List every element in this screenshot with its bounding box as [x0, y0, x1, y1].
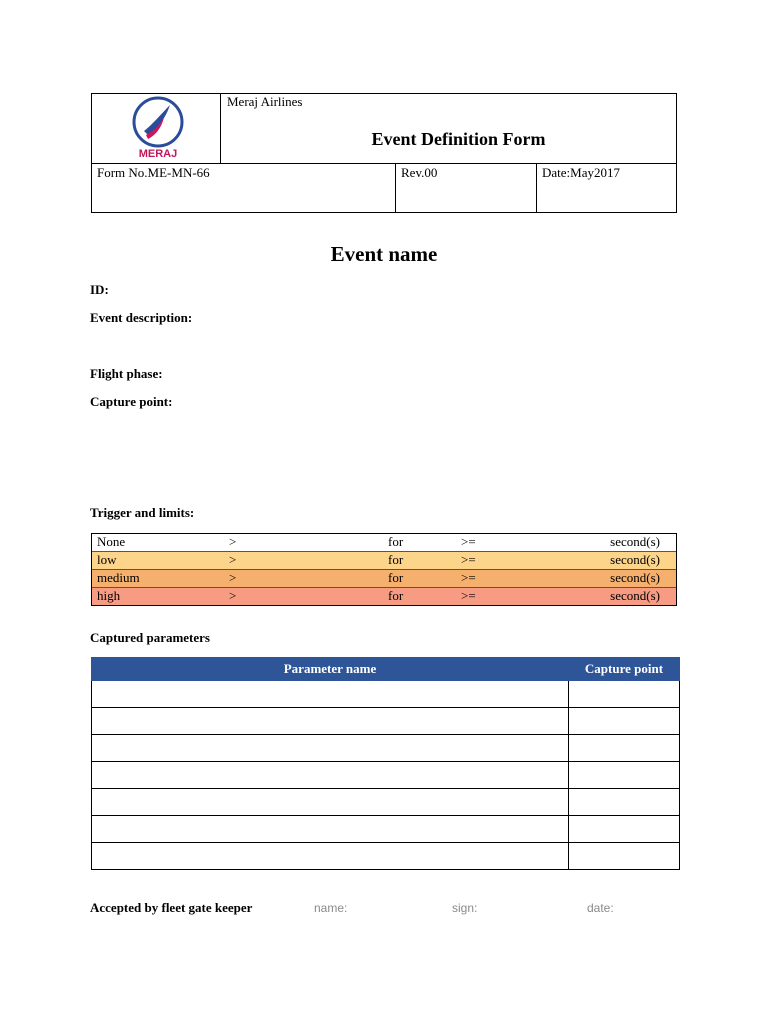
capture-point-cell[interactable]	[569, 762, 680, 789]
form-no-cell	[92, 164, 396, 212]
airline-name: Meraj Airlines	[227, 94, 303, 109]
trigger-row	[92, 570, 676, 588]
captured-parameters-label: Captured parameters	[90, 630, 210, 645]
parameter-name-cell[interactable]	[92, 762, 569, 789]
trigger-level: low	[97, 552, 117, 567]
trigger-unit: second(s)	[610, 552, 660, 567]
form-title: Event Definition Form	[371, 129, 546, 149]
logo-text: MERAJ	[138, 148, 178, 160]
date-field[interactable]: date:	[587, 901, 614, 915]
meraj-logo	[130, 95, 186, 161]
trigger-row	[92, 534, 676, 552]
trigger-row	[92, 552, 676, 570]
trigger-level: medium	[97, 570, 140, 585]
trigger-level: None	[97, 534, 126, 549]
table-row	[92, 789, 680, 816]
capture-point-cell[interactable]	[569, 708, 680, 735]
title-cell	[221, 94, 676, 163]
parameter-name-cell[interactable]	[92, 681, 569, 708]
rev-cell	[396, 164, 537, 212]
name-field[interactable]: name:	[314, 901, 348, 915]
trigger-row	[92, 588, 676, 605]
trigger-for: for	[388, 534, 404, 549]
table-row	[92, 681, 680, 708]
table-row	[92, 708, 680, 735]
trigger-ge: >=	[461, 570, 476, 585]
trigger-unit: second(s)	[610, 534, 660, 549]
trigger-for: for	[388, 552, 404, 567]
revision: Rev.00	[401, 165, 438, 180]
form-meta-row	[92, 163, 676, 212]
trigger-table	[91, 533, 677, 606]
capture-point-cell[interactable]	[569, 789, 680, 816]
table-row	[92, 762, 680, 789]
captured-parameters-table	[91, 657, 680, 870]
acceptance-label: Accepted by fleet gate keeper	[90, 900, 253, 915]
sign-field[interactable]: sign:	[452, 901, 478, 915]
capture-point-cell[interactable]	[569, 681, 680, 708]
trigger-gt: >	[229, 534, 237, 549]
trigger-gt: >	[229, 570, 237, 585]
parameter-name-cell[interactable]	[92, 816, 569, 843]
table-row	[92, 735, 680, 762]
form-date: Date:May2017	[542, 165, 620, 180]
trigger-level: high	[97, 588, 121, 603]
trigger-ge: >=	[461, 588, 476, 603]
trigger-for: for	[388, 570, 404, 585]
capture-point-label: Capture point:	[90, 394, 173, 409]
parameter-name-header: Parameter name	[92, 658, 569, 681]
trigger-unit: second(s)	[610, 570, 660, 585]
table-row	[92, 816, 680, 843]
trigger-limits-label: Trigger and limits:	[90, 505, 195, 520]
table-row	[92, 843, 680, 870]
trigger-for: for	[388, 588, 404, 603]
capture-point-cell[interactable]	[569, 843, 680, 870]
trigger-unit: second(s)	[610, 588, 660, 603]
trigger-ge: >=	[461, 534, 476, 549]
flight-phase-label: Flight phase:	[90, 366, 163, 381]
parameter-name-cell[interactable]	[92, 735, 569, 762]
trigger-gt: >	[229, 588, 237, 603]
date-cell	[537, 164, 676, 212]
parameter-name-cell[interactable]	[92, 708, 569, 735]
trigger-ge: >=	[461, 552, 476, 567]
parameter-name-cell[interactable]	[92, 843, 569, 870]
form-header	[91, 93, 677, 213]
capture-point-header: Capture point	[569, 658, 680, 681]
event-description-label: Event description:	[90, 310, 193, 325]
form-number: Form No.ME-MN-66	[97, 165, 210, 180]
table-header-row	[92, 658, 680, 681]
logo-cell	[92, 94, 221, 163]
parameter-name-cell[interactable]	[92, 789, 569, 816]
trigger-gt: >	[229, 552, 237, 567]
capture-point-cell[interactable]	[569, 735, 680, 762]
parameters-body	[92, 681, 680, 870]
capture-point-cell[interactable]	[569, 816, 680, 843]
id-label: ID:	[90, 282, 109, 297]
event-name-heading: Event name	[330, 242, 438, 266]
